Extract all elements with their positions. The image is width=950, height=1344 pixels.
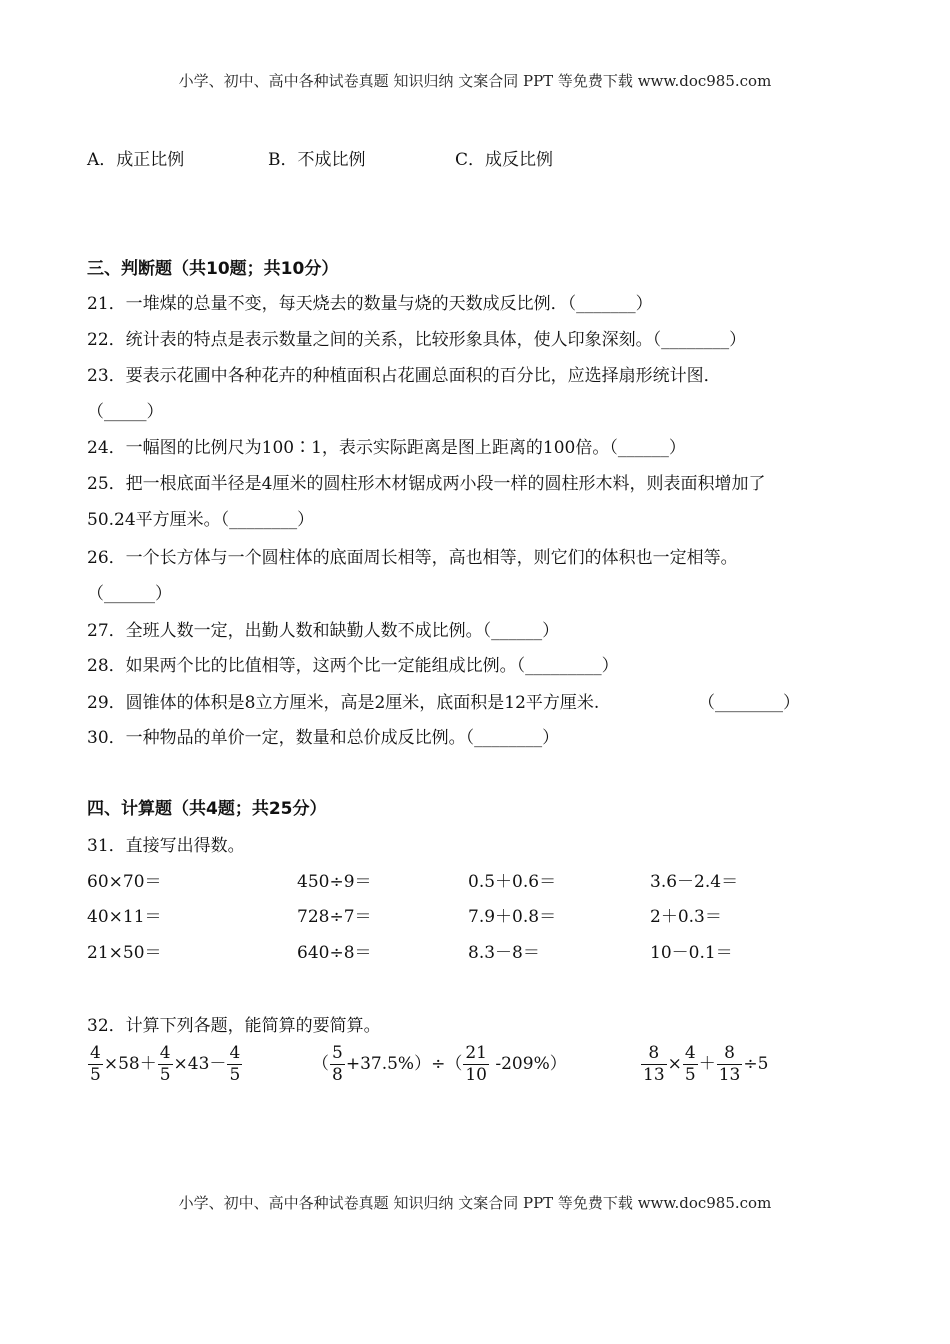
question-27: 27．全班人数一定，出勤人数和缺勤人数不成比例。（______） [87,621,560,641]
question-30: 30．一种物品的单价一定，数量和总价成反比例。（________） [87,728,560,748]
question-24: 24．一幅图的比例尺为100∶1，表示实际距离是图上距离的100倍。（______） [87,438,686,458]
grid-cell: 450÷9＝ [297,872,372,892]
fraction [158,1045,173,1084]
denominator: 5 [684,1065,696,1085]
question-21: 21．一堆煤的总量不变，每天烧去的数量与烧的天数成反比例．（_______） [87,294,653,314]
question-25: 25．把一根底面半径是4厘米的圆柱形木材锯成两小段一样的圆柱形木料，则表面积增加了 [87,474,766,494]
expression-3 [640,1045,768,1084]
numerator: 4 [684,1043,696,1063]
grid-cell: 60×70＝ [87,872,162,892]
denominator: 13 [718,1065,741,1085]
denominator: 10 [465,1065,487,1085]
numerator: 4 [229,1043,241,1063]
numerator: 8 [641,1045,667,1065]
fraction [683,1045,698,1084]
page-footer: 小学、初中、高中各种试卷真题 知识归纳 文案合同 PPT 等免费下载 www.doc985.com [178,1194,772,1212]
fraction [641,1045,667,1084]
section-3-title: 三、判断题（共10题；共10分） [87,259,339,279]
expr-text: ÷5 [743,1054,769,1074]
grid-cell: 0.5＋0.6＝ [468,872,557,892]
denominator: 8 [332,1065,343,1085]
expr-text: ×43－ [173,1054,227,1074]
expr-text: × [667,1054,682,1074]
numerator: 4 [90,1043,101,1063]
option-c: C．成反比例 [455,150,554,170]
denominator: 5 [90,1065,101,1085]
numerator: 21 [465,1043,487,1063]
grid-cell: 2＋0.3＝ [650,907,722,927]
expr-text: ＋ [698,1054,716,1074]
grid-cell: 21×50＝ [87,943,162,963]
option-b: B．不成比例 [268,150,366,170]
question-31: 31．直接写出得数。 [87,836,245,856]
grid-cell: 7.9＋0.8＝ [468,907,557,927]
expr-text: ×58＋ [103,1054,157,1074]
denominator: 5 [229,1065,241,1085]
denominator: 13 [643,1065,665,1085]
expr-text: +37.5%）÷（ [345,1054,463,1074]
question-25-cont: 50.24平方厘米。（________） [87,510,315,530]
question-32: 32．计算下列各题，能简算的要简算。 [87,1016,381,1036]
grid-cell: 728÷7＝ [297,907,372,927]
grid-cell: 10－0.1＝ [650,943,733,963]
fraction [463,1045,489,1084]
numerator: 5 [332,1043,343,1063]
expression-2 [312,1045,567,1084]
question-26-blank: （______） [87,584,172,604]
page-header: 小学、初中、高中各种试卷真题 知识归纳 文案合同 PPT 等免费下载 www.doc985.com [178,72,772,90]
section-4-title: 四、计算题（共4题；共25分） [87,799,327,819]
question-29: 29．圆锥体的体积是8立方厘米，高是2厘米，底面积是12平方厘米. [87,693,600,713]
expr-text: -209%） [489,1054,567,1074]
denominator: 5 [159,1065,171,1085]
question-28: 28．如果两个比的比值相等，这两个比一定能组成比例。（_________） [87,656,619,676]
fraction [330,1045,345,1084]
grid-cell: 40×11＝ [87,907,162,927]
question-26: 26．一个长方体与一个圆柱体的底面周长相等，高也相等，则它们的体积也一定相等。 [87,548,738,568]
grid-cell: 3.6－2.4＝ [650,872,739,892]
question-23-blank: （_____） [87,402,164,422]
option-a: A．成正比例 [87,150,185,170]
fraction [227,1045,242,1084]
question-23: 23．要表示花圃中各种花卉的种植面积占花圃总面积的百分比，应选择扇形统计图． [87,366,721,386]
expression-1 [87,1045,243,1084]
question-22: 22．统计表的特点是表示数量之间的关系，比较形象具体，使人印象深刻。（________） [87,330,747,350]
grid-cell: 8.3－8＝ [468,943,540,963]
question-29-blank: （________） [698,693,800,713]
fraction [88,1045,103,1084]
fraction [717,1045,743,1084]
expr-text: （ [312,1054,329,1074]
numerator: 4 [159,1043,171,1063]
numerator: 8 [717,1045,743,1065]
grid-cell: 640÷8＝ [297,943,372,963]
